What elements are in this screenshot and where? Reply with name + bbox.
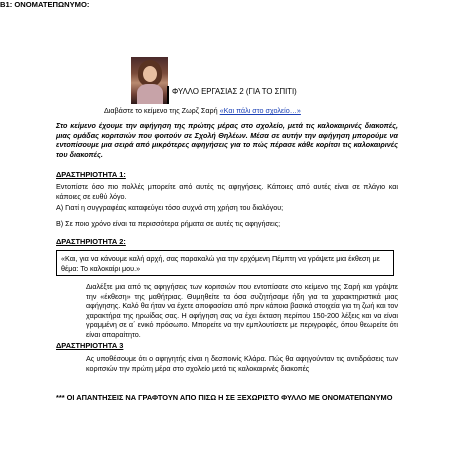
student-name-line: Β1: ΟΝΟΜΑΤΕΠΩΝΥΜΟ: <box>0 0 90 9</box>
activity2-quote-box <box>56 250 394 276</box>
activity3-task: Ας υποθέσουμε ότι ο αφηγητής είναι η δεσποινίς Κλάρα. Πώς θα αφηγούνταν τις αντιδράσεις των κοριτσιών την πρώτη μέρα στο σχολείο μετά τις καλοκαιρινές διακοπές <box>86 354 398 373</box>
activity1-text: Εντοπίστε όσο πιο πολλές μπορείτε από αυτές τις αφηγήσεις. Κάποιες από αυτές είναι σε πλάγιο και κάποιες σε ευθύ λόγο. <box>56 182 398 201</box>
author-photo <box>131 57 168 104</box>
activity3-heading: ΔΡΑΣΤΗΡΙΟΤΗΤΑ 3 <box>56 341 124 350</box>
activity1-question-b: Β) Σε ποιο χρόνο είναι τα περισσότερα ρήματα σε αυτές τις αφηγήσεις; <box>56 219 281 228</box>
photo-body <box>137 84 163 104</box>
story-summary: Στο κείμενο έχουμε την αφήγηση της πρώτης μέρας στο σχολείο, μετά τις καλοκαιρινές διακοπές, μιας ομάδας κοριτσιών που φοιτούν σε Σχολή Θηλέων. Μέσα σε αυτήν την αφήγηση μπορούμε να εντοπίσουμε μια σειρά από μικρότερες αφηγήσεις για το πώς πέρασε κάθε κορίτσι τις καλοκαιρινές του διακοπές. <box>56 121 398 159</box>
activity2-task: Διαλέξτε μια από τις αφηγήσεις των κοριτσιών που εντοπίσατε στο κείμενο της Σαρή και γράψτε την «έκθεση» της μαθήτριας. Θυμηθείτε τα όσα συζητήσαμε ήδη για τα χαρακτηριστικά μιας αφήγησης. Καλό θα ήταν να έχετε αποφασίσει από πριν κάποια βασικά στοιχεία για τη ζωή και τον χαρακτήρα της ηρωίδας σας. Η αφήγηση σας να έχει έκταση περίπου 150-200 λέξεις και να είναι γραμμένη σε α΄ ενικό πρόσωπο. Μπορείτε να την εμπλουτίσετε με περιγραφές, όπου θεωρείτε ότι είναι απαραίτητο. <box>86 282 398 339</box>
activity1-question-a: Α) Γιατί η συγγραφέας καταφεύγει τόσο συχνά στη χρήση του διαλόγου; <box>56 203 284 212</box>
photo-divider <box>167 86 169 104</box>
intro-text: Διαβάστε το κείμενο της Ζωρζ Σαρή <box>104 106 220 115</box>
story-link[interactable]: «Και πάλι στο σχολείο…» <box>219 106 301 115</box>
photo-face <box>143 66 157 82</box>
activity2-quote: «Και, για να κάνουμε καλή αρχή, σας παρακαλώ για την ερχόμενη Πέμπτη να γράψετε μια έκθεση με θέμα: Το καλοκαίρι μου.» <box>61 254 380 273</box>
reading-intro <box>104 106 404 116</box>
activity2-heading: ΔΡΑΣΤΗΡΙΟΤΗΤΑ 2: <box>56 237 126 246</box>
activity1-heading: ΔΡΑΣΤΗΡΙΟΤΗΤΑ 1: <box>56 170 126 179</box>
answer-instructions: *** ΟΙ ΑΠΑΝΤΗΣΕΙΣ ΝΑ ΓΡΑΦΤΟΥΝ ΑΠΟ ΠΙΣΩ Η ΣΕ ΞΕΧΩΡΙΣΤΟ ΦΥΛΛΟ ΜΕ ΟΝΟΜΑΤΕΠΩΝΥΜΟ <box>56 393 393 402</box>
worksheet-title: ΦΥΛΛΟ ΕΡΓΑΣΙΑΣ 2 (ΓΙΑ ΤΟ ΣΠΙΤΙ) <box>172 87 297 96</box>
